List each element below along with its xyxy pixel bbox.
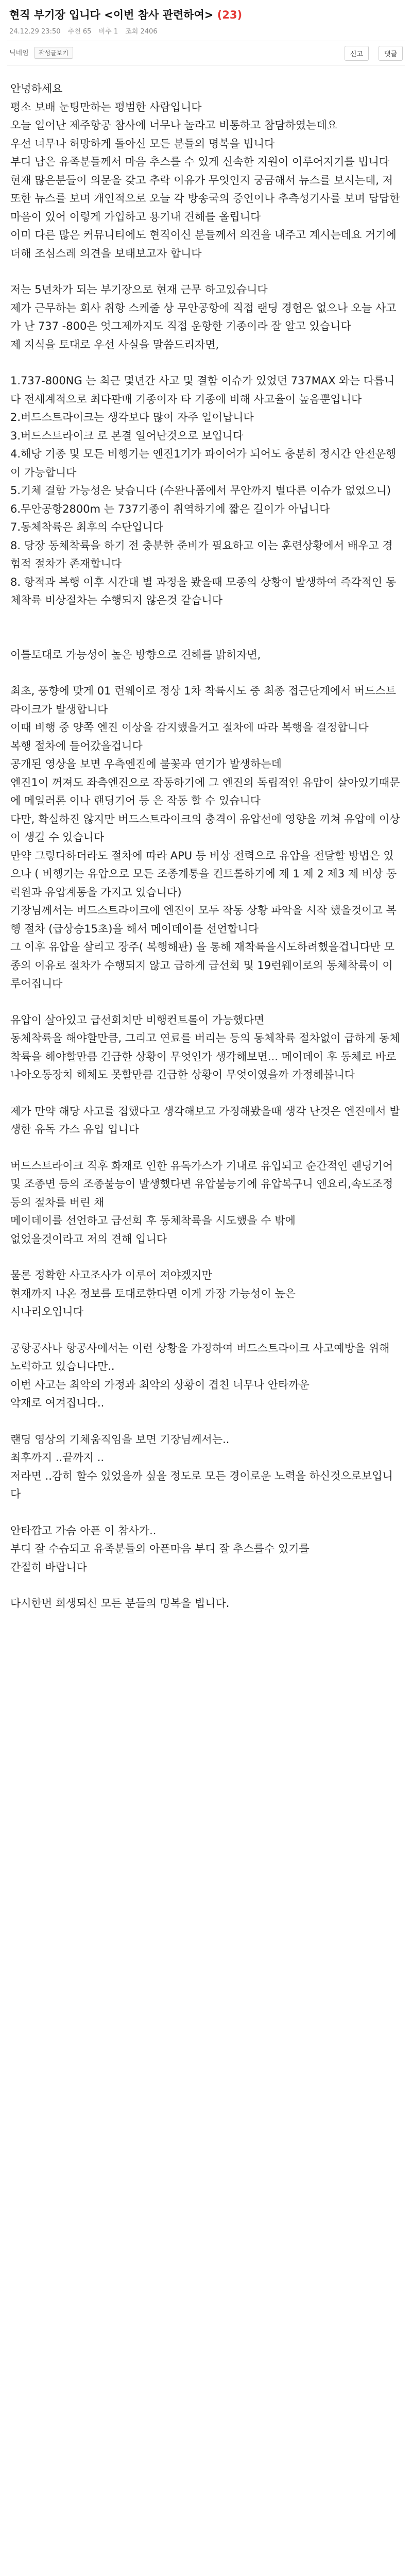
paragraph-gap	[10, 1577, 402, 1595]
body-paragraph: 안타깝고 가슴 아픈 이 참사가..	[10, 1524, 157, 1537]
paragraph-gap	[10, 1248, 402, 1266]
body-paragraph: 메이데이를 선언하고 급선회 후 동체착륙을 시도했을 수 밖에	[10, 1214, 296, 1227]
body-paragraph: 7.동체착륙은 최후의 수단입니다	[10, 521, 164, 533]
post-header	[0, 0, 412, 41]
body-paragraph: 8. 당장 동체착륙을 하기 전 충분한 준비가 필요하고 이는 훈련상황에서 배우고 경험적 절차가 존재합니다	[10, 539, 393, 570]
post-dislikes: 비추 1	[98, 28, 118, 36]
body-paragraph: 공항공사나 항공사에서는 이런 상황을 가정하여 버드스트라이크 사고예방을 위해 노력하고 있습니다만..	[10, 1342, 390, 1372]
body-paragraph: 3.버드스트라이크 로 본결 일어난것으로 보입니다	[10, 429, 244, 442]
paragraph-gap	[10, 1321, 402, 1340]
body-paragraph: 저는 5년차가 되는 부기장으로 현재 근무 하고있습니다	[10, 283, 268, 296]
paragraph-gap	[10, 628, 402, 646]
body-paragraph: 만약 그렇다하더라도 절차에 따라 APU 등 비상 전력으로 유압을 전달할 방법은 있으나 ( 비행기는 유압으로 모든 조종계통을 컨트롤하기에 제 1 제 2 제3 제 비상 동력원과 유압계통을 가지고 있습니다)	[10, 849, 397, 899]
body-paragraph: 안녕하세요	[10, 82, 63, 95]
view-posts-button[interactable]: 작성글보기	[34, 47, 73, 59]
body-paragraph: 제 지식을 토대로 우선 사실을 말씀드리자면,	[10, 338, 219, 351]
body-paragraph: 유압이 살아있고 급선회치만 비행컨트롤이 가능했다면	[10, 1013, 265, 1026]
body-paragraph: 부디 남은 유족분들께서 마음 추스를 수 있게 신속한 지원이 이루어지기를 빕니다	[10, 156, 390, 168]
body-paragraph: 5.기체 결함 가능성은 낮습니다 (수완나폼에서 무안까지 별다른 이슈가 없었으니)	[10, 484, 391, 497]
body-paragraph: 물론 정확한 사고조사가 이루어 져야겠지만	[10, 1269, 212, 1281]
post-toolbar	[0, 41, 412, 65]
paragraph-gap	[10, 1139, 402, 1157]
body-paragraph: 8. 항적과 복행 이후 시간대 별 과정을 봤을때 모종의 상황이 발생하여 즉각적인 동체착륙 비상절차는 수행되지 않은것 같습니다	[10, 575, 397, 606]
body-paragraph: 기장님께서는 버드스트라이크에 엔진이 모두 작동 상황 파악을 시작 했을것이고 복행 절차 (급상승15초)을 해서 메이데이를 선언합니다	[10, 904, 397, 935]
paragraph-gap	[10, 263, 402, 281]
body-paragraph: 간절히 바랍니다	[10, 1561, 87, 1573]
body-paragraph: 복행 절차에 들어갔을겁니다	[10, 739, 143, 752]
comment-count[interactable]: (23)	[217, 9, 243, 21]
paragraph-gap	[10, 1504, 402, 1522]
body-paragraph: 최후까지 ..끝까지 ..	[10, 1451, 105, 1464]
body-paragraph: 제가 근무하는 회사 취항 스케줄 상 무안공항에 직접 랜딩 경험은 없으나 오늘 사고가 난 737 -800은 엇그제까지도 직접 운항한 기종이라 잘 알고 있습니다	[10, 301, 397, 332]
body-paragraph: 1.737-800NG 는 최근 몇년간 사고 및 결함 이슈가 있었던 737MAX 와는 다릅니다 전세계적으로 최다판매 기종이자 타 기종에 비해 사고율이 높음뿐입니다	[10, 375, 395, 405]
body-paragraph: 평소 보배 눈팅만하는 평범한 사람입니다	[10, 100, 202, 113]
author-info	[9, 47, 73, 59]
body-paragraph: 버드스트라이크 직후 화재로 인한 유독가스가 기내로 유입되고 순간적인 랜딩기어및 조종면 등의 조종불능이 발생했다면 유압불능기에 유압복구니 엔요리,속도조정등의 절차를 버린 채	[10, 1159, 393, 1209]
body-paragraph: 저라면 ..감히 할수 있었을까 싶을 정도로 모든 경이로운 노력을 하신것으로보입니다	[10, 1469, 393, 1500]
body-paragraph: 동체착륙을 해야할만큼, 그리고 연료를 버리는 등의 동체착륙 절차없이 급하게 동체착륙을 해야할만큼 긴급한 상황이 무엇인가 생각해보면... 메이데이 후 동체로 바로 나아오동장치 해체도 못할만큼 긴급한 상황이 무엇이였을까 가정해봅니다	[10, 1032, 400, 1081]
report-button[interactable]: 신고	[345, 46, 369, 61]
post-views: 조회 2406	[125, 28, 158, 36]
body-paragraph: 공개된 영상을 보면 우측엔진에 불꽃과 연기가 발생하는데	[10, 758, 282, 770]
body-paragraph: 악재로 여겨집니다..	[10, 1397, 105, 1409]
nickname-label: 닉네임	[9, 49, 29, 57]
body-paragraph: 최초, 풍향에 맞게 01 런웨이로 정상 1차 착륙시도 중 최종 접근단계에서 버드스트라이크가 발생합니다	[10, 685, 397, 716]
body-paragraph: 2.버드스트라이크는 생각보다 많이 자주 일어납니다	[10, 411, 254, 423]
body-paragraph: 엔진1이 꺼져도 좌측엔진으로 작동하기에 그 엔진의 독립적인 유압이 살아있기때문에 메일러론 이나 랜딩기어 등 은 작동 할 수 있습니다	[10, 776, 400, 807]
body-paragraph: 그 이후 유압을 살리고 장주( 복행해판) 을 통해 재착륙을시도하려했을겁니다만 모종의 이유로 절차가 수행되지 않고 급하게 급선회 및 19런웨이로의 동체착륙이 이루어집니다	[10, 941, 394, 990]
paragraph-gap	[10, 610, 402, 628]
body-paragraph: 없었을것이라고 저의 견해 입니다	[10, 1232, 167, 1245]
post-likes: 추천 65	[67, 28, 92, 36]
body-paragraph: 제가 만약 해당 사고를 접했다고 생각해보고 가정해봤을때 생각 난것은 엔진에서 발생한 유독 가스 유입 입니다	[10, 1105, 400, 1136]
body-paragraph: 6.무안공항2800m 는 737기종이 취역하기에 짧은 길이가 아닙니다	[10, 502, 330, 515]
paragraph-gap	[10, 664, 402, 682]
body-paragraph: 현재까지 나온 정보를 토대로한다면 이게 가장 가능성이 높은	[10, 1287, 296, 1300]
post-title-row	[9, 7, 403, 23]
body-paragraph: 랜딩 영상의 기체움직임을 보면 기장님께서는..	[10, 1433, 230, 1446]
post-date: 24.12.29 23:50	[9, 28, 61, 36]
post-meta	[9, 26, 403, 36]
body-paragraph: 시나리오입니다	[10, 1306, 84, 1318]
post-title: 현직 부기장 입니다 <이번 참사 관련하여>	[9, 9, 214, 21]
body-paragraph: 현재 많은분들이 의문을 갖고 추락 이유가 무엇인지 궁금해서 뉴스를 보시는데, 저또한 뉴스를 보며 개인적으로 오늘 각 방송국의 증언이나 추측성기사를 보며 답답한마음이 있어 이렇게 가입하고 용기내 견해를 올립니다	[10, 174, 400, 223]
body-paragraph: 오늘 일어난 제주항공 참사에 너무나 놀라고 비통하고 참담하였는데요	[10, 119, 338, 131]
comment-button[interactable]: 댓글	[379, 46, 403, 61]
paragraph-gap	[10, 1084, 402, 1103]
body-paragraph: 다만, 확실하진 않지만 버드스트라이크의 충격이 유압선에 영향을 끼쳐 유압에 이상이 생길 수 있습니다	[10, 812, 400, 843]
body-paragraph: 이때 비행 중 양쪽 엔진 이상을 감지했을거고 절차에 따라 복행을 결정합니다	[10, 721, 369, 734]
body-paragraph: 부디 잘 수습되고 유족분들의 아픈마음 부디 잘 추스를수 있기를	[10, 1543, 310, 1555]
body-paragraph: 이틀토대로 가능성이 높은 방향으로 견해를 밝히자면,	[10, 648, 261, 661]
body-paragraph: 우선 너무나 허망하게 돌아신 모든 분들의 명복을 빕니다	[10, 137, 275, 150]
paragraph-gap	[10, 993, 402, 1011]
paragraph-gap	[10, 354, 402, 372]
post-body	[0, 65, 412, 1613]
body-paragraph: 이번 사고는 최악의 가정과 최악의 상황이 겹친 너무나 안타까운	[10, 1378, 310, 1391]
body-paragraph: 4.해당 기종 및 모든 비행기는 엔진1기가 파이어가 되어도 충분히 정시간 안전운행이 가능합니다	[10, 448, 397, 479]
body-paragraph: 이미 다른 많은 커뮤니티에도 현직이신 분들께서 의견을 내주고 계시는데요 거기에 더해 조심스레 의견을 보태보고자 합니다	[10, 229, 397, 260]
paragraph-gap	[10, 1413, 402, 1431]
body-paragraph: 다시한번 희생되신 모든 분들의 명복을 빕니다.	[10, 1597, 230, 1609]
